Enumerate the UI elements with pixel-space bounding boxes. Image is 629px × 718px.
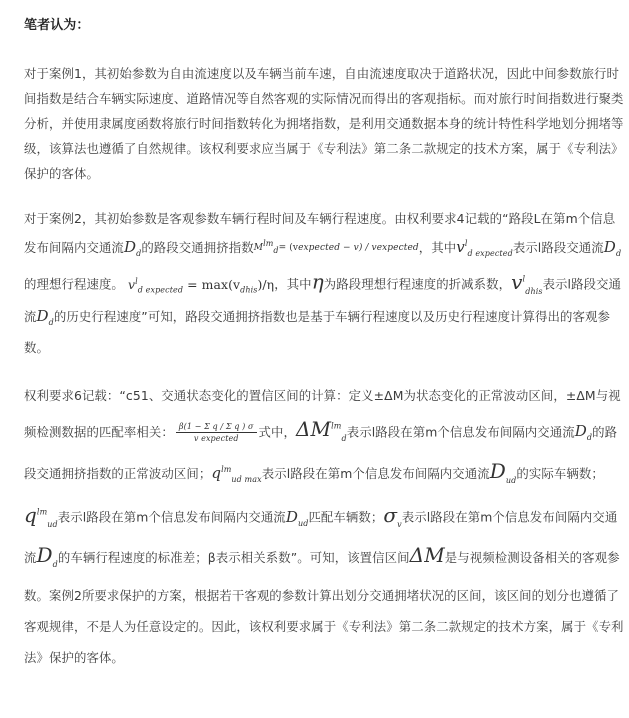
formula-delta-m: ΔM <box>409 542 445 567</box>
formula-eta: η <box>311 269 324 294</box>
text: 的路段交通拥挤指数的正常波动区间； <box>24 424 618 482</box>
text: 权利要求6记载：“c51、交通状态变化的置信区间的计算：定义±ΔM为状态变化的正常波动区间，±ΔM与视频检测数据的匹配率相关： <box>24 387 621 440</box>
text: 表示l路段在第m个信息发布间隔内交通流 <box>57 509 286 525</box>
text: 匹配车辆数； <box>308 509 384 525</box>
text: ，其中 <box>418 240 457 255</box>
text: 对于案例2，其初始参数是客观参数车辆行程时间及车辆行程速度。由权利要求4记载的“路段L在第m个信息发布间隔内交通流 <box>24 211 616 255</box>
text: 的历史行程速度”可知，路段交通拥挤指数也是基于车辆行程速度以及历史行程速度计算得出的客观参数。 <box>24 308 610 355</box>
formula-v-dhis: $v^l_{dhis}$ <box>511 269 543 296</box>
text: ，其中 <box>274 276 312 292</box>
formula-delta-m: $\Delta M^{lm}_d$ <box>296 417 347 444</box>
formula-dud: $D_{ud}$ <box>489 459 517 486</box>
text: 式中， <box>258 424 296 440</box>
formula-q: $q^{lm}_{ud}$ <box>24 502 58 529</box>
formula-dd: $D_d$ <box>36 542 58 569</box>
formula-dud: $D_{ud}$ <box>285 507 309 528</box>
formula-dd: $D_d$ <box>123 238 142 258</box>
text: 表示l路段在第m个信息发布间隔内交通流 <box>261 466 490 482</box>
formula-v-expected-equation: $v^l_{d expected} = \max(v_{dhis})/\eta$ <box>127 276 275 295</box>
paragraph-case1: 对于案例1，其初始参数为自由流速度以及车辆当前车速，自由流速度取决于道路状况，因此中间参数旅行时间指数是结合车辆实际速度、道路情况等自然客观的实际情况而得出的客观指标。而对旅行时间指数进行聚类分析，并使用隶属度函数将旅行时间指数转化为拥堵指数，是利用交通数据本身的统计特性科学地划分拥堵等级，该算法也遵循了自然规律。该权利要求应当属于《专利法》第二条二款规定的技术方案，属于《专利法》保护的客体。 <box>24 66 624 181</box>
formula-q-max: $q^{lm}_{ud max}$ <box>211 464 262 485</box>
formula-congestion-index: $M^{lm}_d=$ (vexpected − v) / vexpected <box>253 239 419 255</box>
text: 的路段交通拥挤指数 <box>141 240 254 255</box>
text: 表示l路段在第m个信息发布间隔内交通流 <box>346 424 575 440</box>
text: 表示l路段交通流 <box>512 240 604 255</box>
formula-dd: $D_d$ <box>603 238 622 258</box>
text: 是与视频检测设备相关的客观参数。案例2所要求保护的方案，根据若干客观的参数计算出划分交通拥堵状况的区间，该区间的划分也遵循了客观规律，不是人为任意设定的。因此，该权利要求属于《专利法》第二条二款规定的技术方案，属于《专利法》保护的客体。 <box>24 549 624 665</box>
formula-confidence-interval: $\frac{\text{β(1 − Σ q / Σ q ) σ}}{\text{v expected}}$ <box>176 421 257 444</box>
formula-v-expected: $v^l_{d expected}$ <box>456 238 513 258</box>
text: 的理想行程速度。 <box>24 276 124 292</box>
text: 的实际车辆数； <box>516 466 604 482</box>
section-heading: 笔者认为： <box>24 18 90 33</box>
formula-dd: $D_d$ <box>574 422 593 443</box>
text: 为路段理想行程速度的折减系数， <box>323 276 512 292</box>
formula-sigma: $\sigma_v$ <box>383 502 402 529</box>
text: 表示l路段在第m个信息发布间隔内交通流 <box>24 509 618 565</box>
text: 表示l路段交通流 <box>24 276 622 324</box>
formula-dd: $D_d$ <box>36 306 54 327</box>
paragraph-claim6 <box>24 380 625 673</box>
paragraph-case2 <box>24 206 625 360</box>
text: 的车辆行程速度的标准差；β表示相关系数”。可知，该置信区间 <box>57 549 410 565</box>
